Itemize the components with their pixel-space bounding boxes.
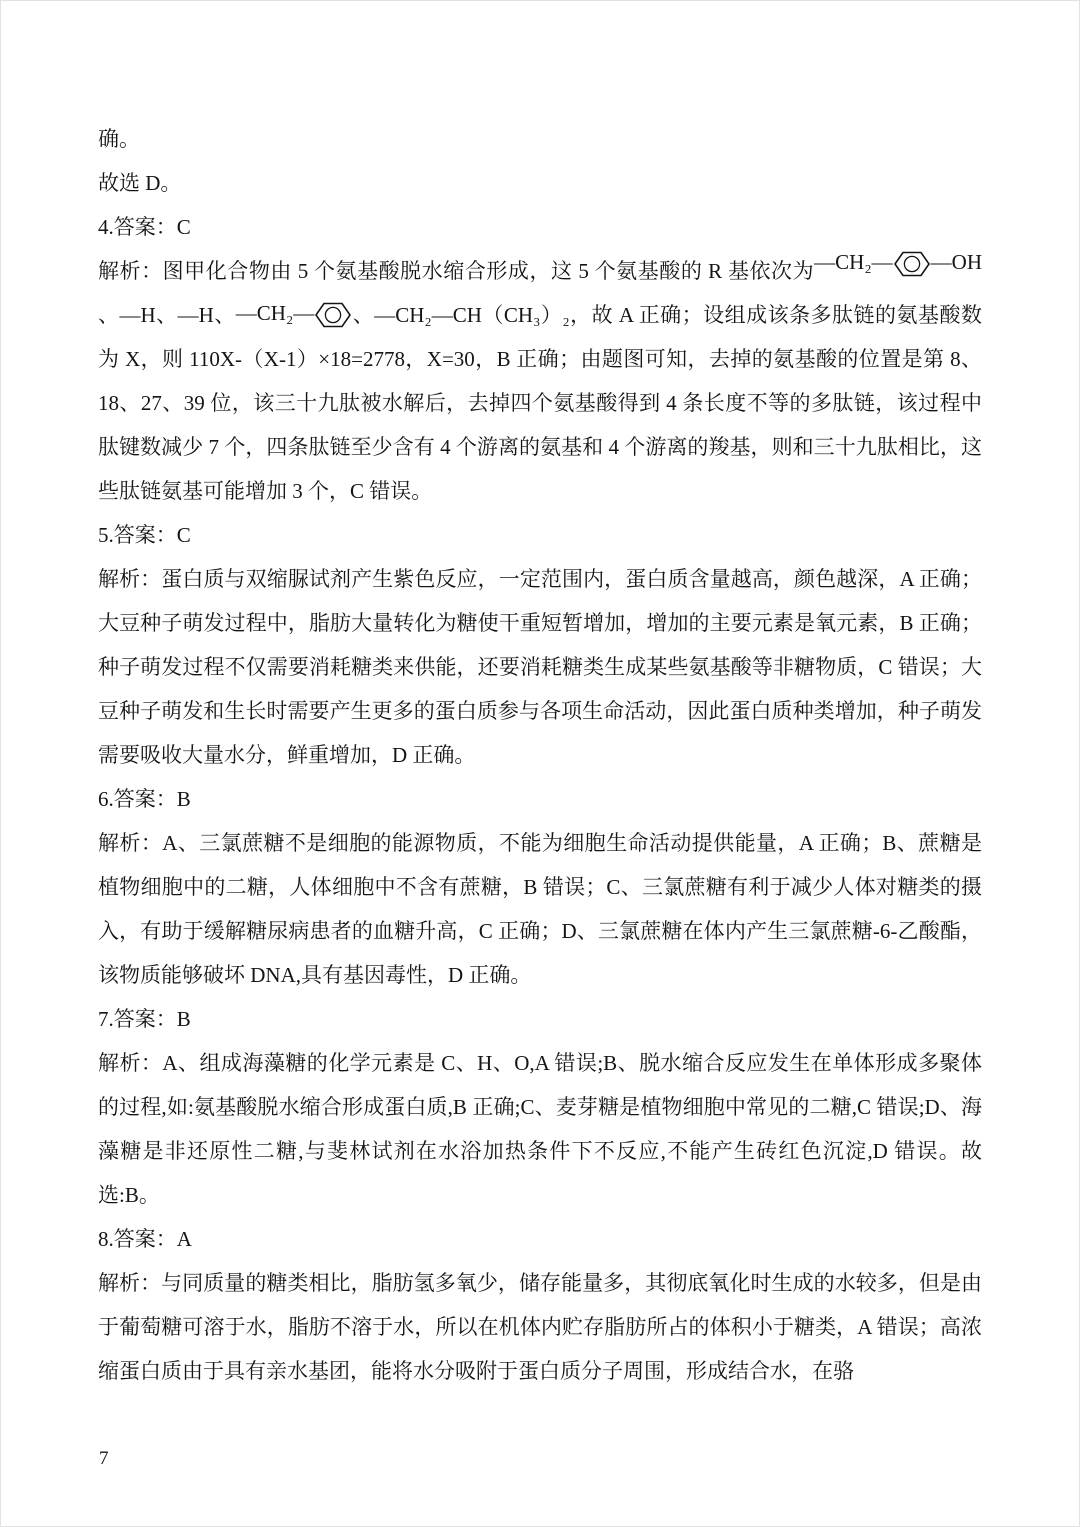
q6-explanation: 解析：A、三氯蔗糖不是细胞的能源物质，不能为细胞生命活动提供能量，A 正确；B、蔗糖是植物细胞中的二糖，人体细胞中不含有蔗糖，B 错误；C、三氯蔗糖有利于减少人体对糖类的摄入，有助于缓解糖尿病患者的血糖升高，C 正确；D、三氯蔗糖在体内产生三氯蔗糖-6-乙酸酯，该物质能够破坏 DNA,具有基因毒性，D 正确。 xyxy=(98,831,982,987)
benzene-ring-icon xyxy=(894,250,930,278)
q4-answer-line: 4.答案：C xyxy=(98,215,191,239)
q4-explanation xyxy=(98,249,982,513)
benzene-ring-icon xyxy=(315,301,351,329)
chem1-left-label: —CH₂— xyxy=(814,250,893,274)
q8-explanation: 解析：与同质量的糖类相比，脂肪氢多氧少，储存能量多，其彻底氧化时生成的水较多，但是由于葡萄糖可溶于水，脂肪不溶于水，所以在机体内贮存脂肪所占的体积小于糖类，A 错误；高浓缩蛋白质由于具有亲水基团，能将水分吸附于蛋白质分子周围，形成结合水，在骆 xyxy=(98,1271,982,1383)
page-number: 7 xyxy=(99,1448,109,1469)
q7-answer-line: 7.答案：B xyxy=(98,1007,191,1031)
chem-structure-hydroxybenzyl xyxy=(814,240,982,284)
q6-answer-line: 6.答案：B xyxy=(98,787,191,811)
q7-explanation: 解析：A、组成海藻糖的化学元素是 C、H、O,A 错误;B、脱水缩合反应发生在单体形成多聚体的过程,如:氨基酸脱水缩合形成蛋白质,B 正确;C、麦芽糖是植物细胞中常见的二糖,C 错误;D、海藻糖是非还原性二糖,与斐林试剂在水浴加热条件下不反应,不能产生砖红色沉淀,D 错误。故选:B。 xyxy=(98,1051,982,1207)
chem-structure-benzyl xyxy=(236,291,353,335)
q5-answer-line: 5.答案：C xyxy=(98,523,191,547)
chem2-left-label: —CH₂— xyxy=(235,301,315,325)
chem1-right-label: —OH xyxy=(930,250,982,274)
q4-text-segment-2: 、—H、—H、 xyxy=(98,303,236,327)
q8-answer-line: 8.答案：A xyxy=(98,1227,192,1251)
q3-tail-line-1: 确。 xyxy=(98,127,140,151)
q5-explanation: 解析：蛋白质与双缩脲试剂产生紫色反应，一定范围内，蛋白质含量越高，颜色越深，A 正确；大豆种子萌发过程中，脂肪大量转化为糖使干重短暂增加，增加的主要元素是氧元素，B 正确；种子萌发过程不仅需要消耗糖类来供能，还要消耗糖类生成某些氨基酸等非糖物质，C 错误；大豆种子萌发和生长时需要产生更多的蛋白质参与各项生命活动，因此蛋白质种类增加，种子萌发需要吸收大量水分，鲜重增加，D 正确。 xyxy=(98,567,982,767)
q4-text-segment-3: 、—CH₂—CH（CH₃）₂，故 A 正确；设组成该条多肽链的氨基酸数为 X，则 110X-（X-1）×18=2778，X=30，B 正确；由题图可知，去掉的氨基酸的位置是第 8、18、27、39 位，该三十九肽被水解后，去掉四个氨基酸得到 4 条长度不等的多肽链，该过程中肽键数减少 7 个，四条肽链至少含有 4 个游离的氨基和 4 个游离的羧基，则和三十九肽相比，这些肽链氨基可能增加 3 个，C 错误。 xyxy=(98,303,982,503)
q4-text-segment-1: 解析：图甲化合物由 5 个氨基酸脱水缩合形成，这 5 个氨基酸的 R 基依次为 xyxy=(98,259,815,283)
answer-key-content xyxy=(1,1,1079,1393)
q3-tail-line-2: 故选 D。 xyxy=(98,171,182,195)
